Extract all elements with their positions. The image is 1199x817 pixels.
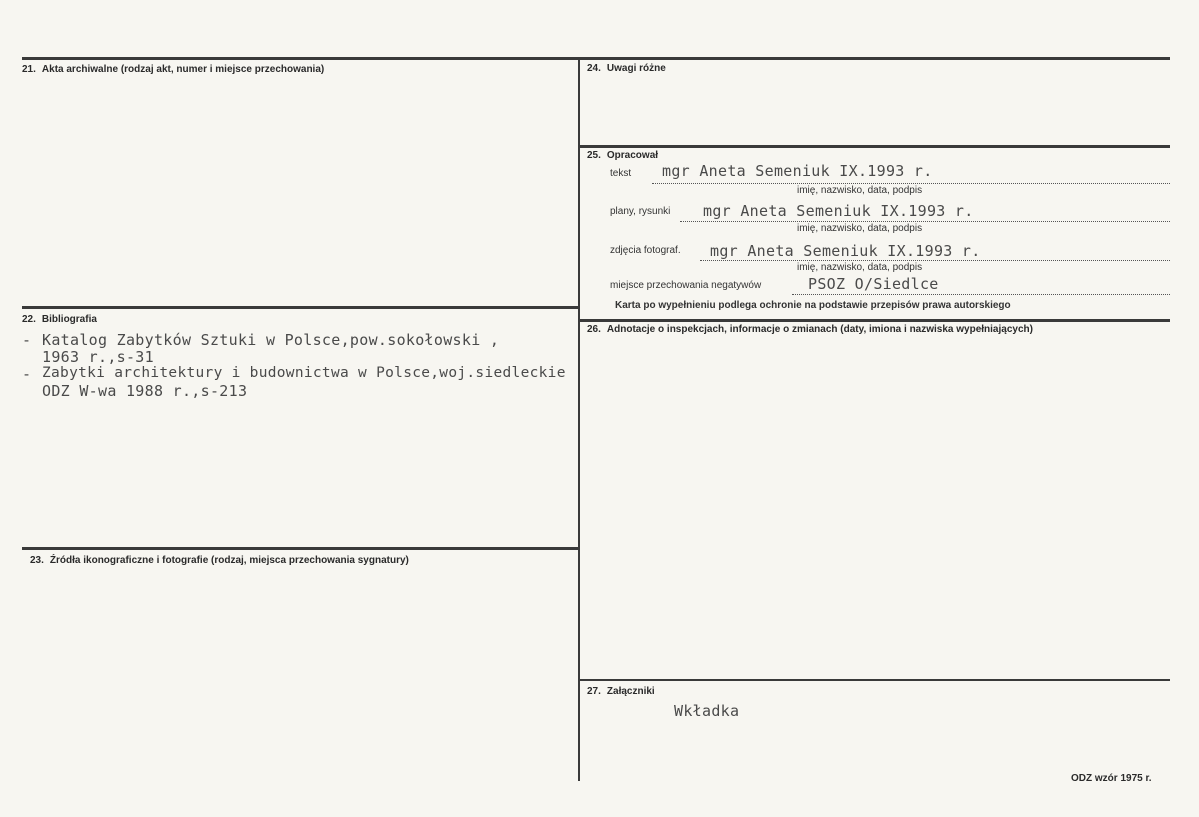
tekst-label: tekst (610, 168, 632, 179)
rule-26-top (580, 319, 1170, 322)
section-23-label (30, 555, 409, 566)
section-23-title: Źródła ikonograficzne i fotografie (rodzaj, miejsca przechowania sygnatury) (49, 555, 409, 566)
rule-23-top (22, 547, 578, 550)
section-24-label (587, 63, 666, 74)
section-21-label (22, 64, 324, 75)
zdjecia-caption: imię, nazwisko, data, podpis (797, 262, 923, 273)
section-25-label (587, 150, 658, 161)
tekst-caption: imię, nazwisko, data, podpis (797, 185, 923, 196)
section-26-label (587, 324, 1033, 335)
tekst-dotted-line (652, 183, 1170, 184)
section-27-number: 27. (587, 686, 601, 697)
rule-25-top (580, 145, 1170, 148)
section-25-title: Opracował (606, 150, 659, 161)
section-24-number: 24. (587, 63, 601, 74)
bibliography-entry-1-line-1: Katalog Zabytków Sztuki w Polsce,pow.sokołowski , (42, 331, 500, 349)
zdjecia-value: mgr Aneta Semeniuk IX.1993 r. (710, 242, 981, 260)
section-21-number: 21. (22, 64, 36, 75)
section-26-number: 26. (587, 324, 601, 335)
rule-vertical (578, 57, 580, 781)
bibliography-entry-1-line-2: 1963 r.,s-31 (42, 348, 154, 366)
form-footer: ODZ wzór 1975 r. (1071, 773, 1152, 784)
copyright-notice: Karta po wypełnieniu podlega ochronie na podstawie przepisów prawa autorskiego (615, 300, 1011, 311)
bibliography-dash-1: - (22, 331, 32, 349)
section-22-title: Bibliografia (41, 314, 97, 325)
bibliography-dash-2: - (22, 365, 32, 383)
rule-top (22, 57, 1170, 60)
zdjecia-dotted-line (700, 260, 1170, 261)
section-22-label (22, 314, 97, 325)
plany-caption: imię, nazwisko, data, podpis (797, 223, 923, 234)
bibliography-entry-2-line-2: ODZ W-wa 1988 r.,s-213 (42, 382, 248, 400)
section-22-number: 22. (22, 314, 36, 325)
section-24-title: Uwagi różne (606, 63, 666, 74)
miejsce-dotted-line (792, 294, 1170, 295)
section-23-number: 23. (30, 555, 44, 566)
miejsce-value: PSOZ O/Siedlce (808, 275, 939, 293)
section-27-label (587, 686, 655, 697)
rule-27-top (580, 679, 1170, 681)
plany-label: plany, rysunki (610, 206, 671, 217)
zdjecia-label: zdjęcia fotograf. (610, 245, 681, 256)
rule-22-top (22, 306, 578, 309)
plany-dotted-line (680, 221, 1170, 222)
section-25-number: 25. (587, 150, 601, 161)
miejsce-label: miejsce przechowania negatywów (610, 280, 762, 291)
section-26-title: Adnotacje o inspekcjach, informacje o zmianach (daty, imiona i nazwiska wypełniających) (606, 324, 1033, 335)
section-21-title: Akta archiwalne (rodzaj akt, numer i miejsce przechowania) (41, 64, 325, 75)
attachments-value: Wkładka (674, 702, 740, 720)
plany-value: mgr Aneta Semeniuk IX.1993 r. (703, 202, 974, 220)
section-27-title: Załączniki (606, 686, 655, 697)
bibliography-entry-2-line-1: Zabytki architektury i budownictwa w Polsce,woj.siedleckie (42, 365, 566, 381)
tekst-value: mgr Aneta Semeniuk IX.1993 r. (662, 162, 933, 180)
